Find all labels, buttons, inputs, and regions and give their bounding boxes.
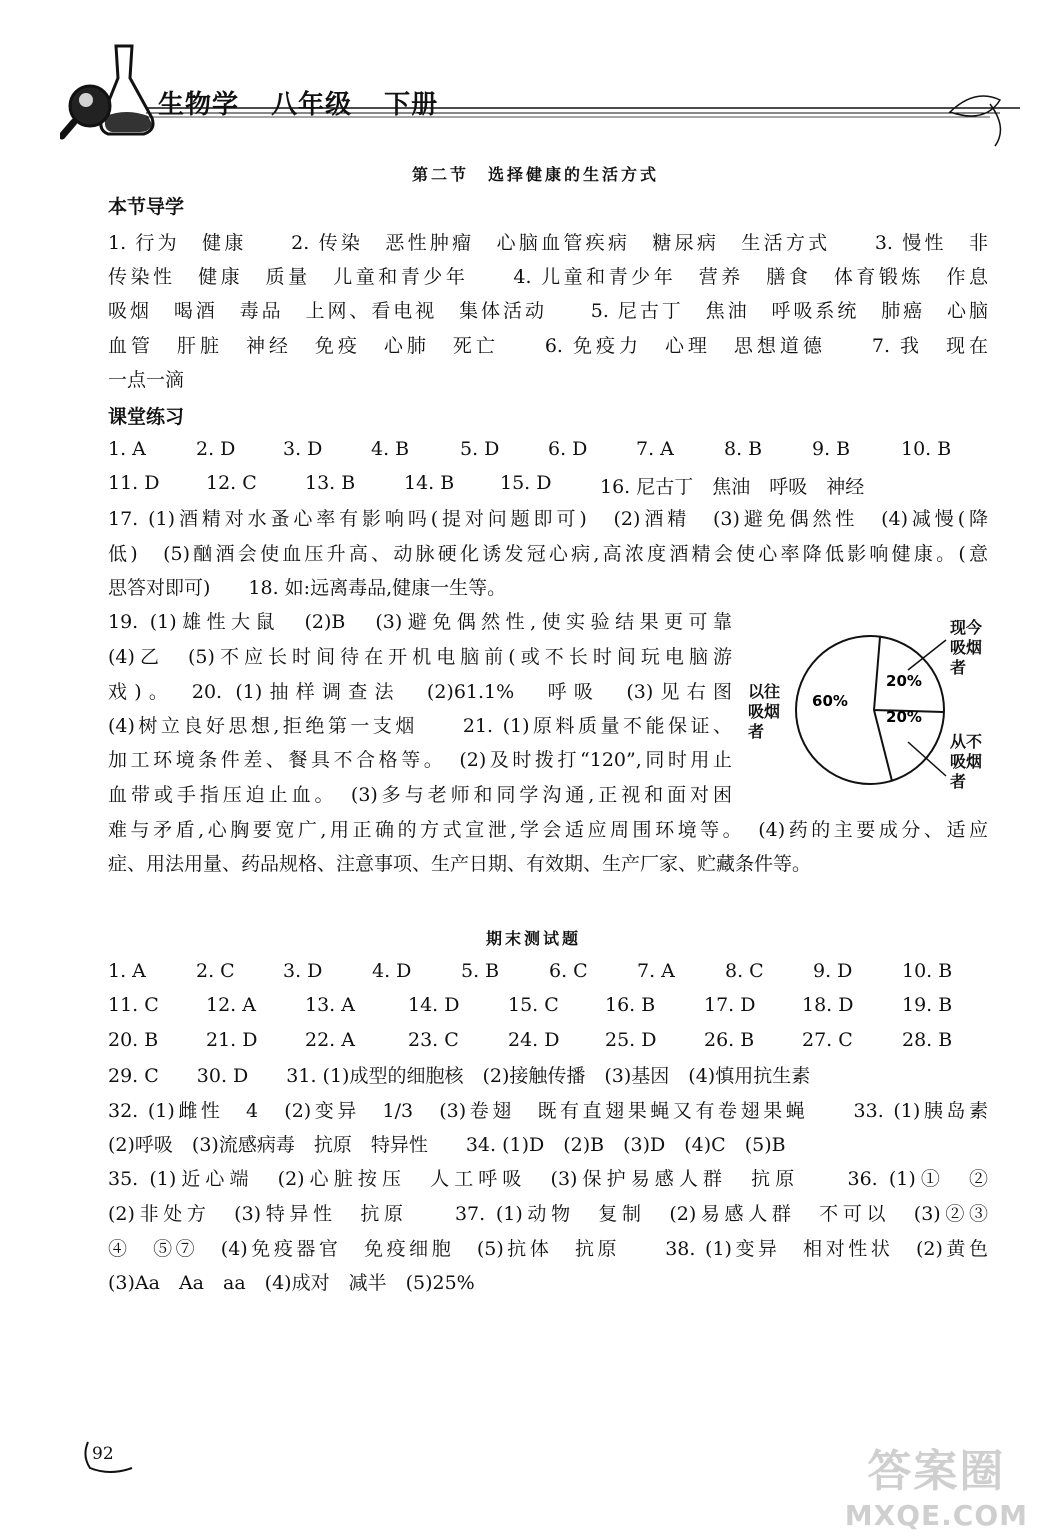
q19-line: (4)树立良好思想,拒绝第一支烟 21. (1)原料质量不能保证、 <box>108 715 732 737</box>
q19-line: 19. (1)雄性大鼠 (2)B (3)避免偶然性,使实验结果更可靠 <box>108 611 732 633</box>
answer: 11. C <box>108 994 159 1016</box>
pie-label-never: 从不 吸烟 者 <box>950 732 983 791</box>
answer: 10. B <box>901 438 952 460</box>
answer: 14. D <box>408 994 460 1016</box>
header-subject: 生物学 <box>158 90 240 120</box>
answer: 5. B <box>461 960 500 982</box>
watermark <box>845 1435 1028 1532</box>
answer: 12. A <box>206 994 256 1016</box>
practice-row <box>108 472 968 496</box>
practice-heading: 课堂练习 <box>108 406 185 428</box>
final-row <box>108 1029 968 1053</box>
answer: 3. D <box>283 438 323 460</box>
answer: 12. C <box>206 472 257 494</box>
answer: 13. A <box>305 994 355 1016</box>
final-row <box>108 994 968 1018</box>
pie-slice-current-value: 20% <box>886 672 922 690</box>
guide-line: 传染性 健康 质量 儿童和青少年 4. 儿童和青少年 营养 膳食 体育锻炼 作息 <box>108 266 988 288</box>
final-line: 32. (1)雌性 4 (2)变异 1/3 (3)卷翅 既有直翅果蝇又有卷翅果蝇 33. (1)胰岛素 <box>108 1100 988 1122</box>
answer: 6. C <box>549 960 588 982</box>
pie-label-former: 以往 吸烟 者 <box>748 682 781 741</box>
answer: 4. B <box>371 438 410 460</box>
answer: 14. B <box>404 472 455 494</box>
answer: 2. C <box>196 960 235 982</box>
final-line: (3)Aa Aa aa (4)成对 减半 (5)25% <box>108 1272 475 1294</box>
answer: 15. C <box>508 994 559 1016</box>
header-grade: 八年级 <box>271 90 353 120</box>
smoker-pie-chart <box>790 630 950 790</box>
answer: 10. B <box>902 960 953 982</box>
answer: 1. A <box>108 960 146 982</box>
final-line: (2)非处方 (3)特异性 抗原 37. (1)动物 复制 (2)易感人群 不可以 (3)②③ <box>108 1203 988 1225</box>
answer: 4. D <box>372 960 412 982</box>
answer: 3. D <box>283 960 323 982</box>
final-row <box>108 960 968 984</box>
guide-line: 吸烟 喝酒 毒品 上网、看电视 集体活动 5. 尼古丁 焦油 呼吸系统 肺癌 心脑 <box>108 300 988 322</box>
q21-line: 症、用法用量、药品规格、注意事项、生产日期、有效期、生产厂家、贮藏条件等。 <box>108 853 812 875</box>
final-line: 35. (1)近心端 (2)心脏按压 人工呼吸 (3)保护易感人群 抗原 36. (1)① ② <box>108 1168 988 1190</box>
answer: 8. C <box>725 960 764 982</box>
leaf-ornament-icon <box>950 96 1020 146</box>
answer: 18. D <box>802 994 854 1016</box>
answer: 21. D <box>206 1029 258 1051</box>
final-exam-title: 期末测试题 <box>486 929 582 948</box>
answer: 9. D <box>813 960 853 982</box>
pie-slice-former-value: 60% <box>812 692 848 710</box>
watermark-bottom: MXQE.COM <box>844 1499 1028 1532</box>
answer: 9. B <box>812 438 851 460</box>
q19-line: 血带或手指压迫止血。 (3)多与老师和同学沟通,正视和面对困 <box>108 784 732 806</box>
answer: 28. B <box>902 1029 953 1051</box>
guide-heading: 本节导学 <box>108 196 185 218</box>
answer: 20. B <box>108 1029 159 1051</box>
answer: 22. A <box>305 1029 355 1051</box>
q21-line: 难与矛盾,心胸要宽广,用正确的方式宣泄,学会适应周围环境等。 (4)药的主要成分、适应 <box>108 819 988 841</box>
answer: 27. C <box>802 1029 853 1051</box>
answer: 7. A <box>637 960 675 982</box>
answer: 13. B <box>305 472 356 494</box>
answer: 23. C <box>408 1029 459 1051</box>
pie-slice-never-value: 20% <box>886 708 922 726</box>
practice-row <box>108 438 968 462</box>
answer: 7. A <box>636 438 674 460</box>
final-line: ④ ⑤⑦ (4)免疫器官 免疫细胞 (5)抗体 抗原 38. (1)变异 相对性状 (2)黄色 <box>108 1238 988 1260</box>
guide-line: 血管 肝脏 神经 免疫 心肺 死亡 6. 免疫力 心理 思想道德 7. 我 现在 <box>108 335 988 357</box>
answer: 24. D <box>508 1029 560 1051</box>
answer: 11. D <box>108 472 160 494</box>
watermark-top: 答案圈 <box>867 1446 1006 1497</box>
header-title <box>158 84 460 121</box>
final-line: 29. C 30. D 31. (1)成型的细胞核 (2)接触传播 (3)基因 (4)慎用抗生素 <box>108 1065 811 1087</box>
q19-line: (4)乙 (5)不应长时间待在开机电脑前(或不长时间玩电脑游 <box>108 646 732 668</box>
answer: 2. D <box>196 438 236 460</box>
guide-line: 一点一滴 <box>108 369 185 391</box>
answer: 5. D <box>460 438 500 460</box>
answer: 8. B <box>724 438 763 460</box>
answer: 26. B <box>704 1029 755 1051</box>
q19-line: 戏)。 20. (1)抽样调查法 (2)61.1% 呼吸 (3)见右图 <box>108 681 732 703</box>
answer: 17. D <box>704 994 756 1016</box>
answer: 1. A <box>108 438 146 460</box>
header-volume: 下册 <box>384 90 439 120</box>
flask-magnifier-icon <box>62 46 153 136</box>
final-line: (2)呼吸 (3)流感病毒 抗原 特异性 34. (1)D (2)B (3)D (4)C (5)B <box>108 1134 786 1156</box>
answer: 19. B <box>902 994 953 1016</box>
page-number: 92 <box>92 1444 114 1464</box>
q17-line: 低) (5)酗酒会使血压升高、动脉硬化诱发冠心病,高浓度酒精会使心率降低影响健康。(意 <box>108 543 988 565</box>
answer: 16. 尼古丁 焦油 呼吸 神经 <box>600 476 865 498</box>
q19-line: 加工环境条件差、餐具不合格等。 (2)及时拨打“120”,同时用止 <box>108 749 732 771</box>
guide-line: 1. 行为 健康 2. 传染 恶性肿瘤 心脑血管疾病 糖尿病 生活方式 3. 慢性 非 <box>108 232 988 254</box>
pie-label-current: 现今 吸烟 者 <box>950 618 983 677</box>
answer: 16. B <box>605 994 656 1016</box>
q17-line: 17. (1)酒精对水蚤心率有影响吗(提对问题即可) (2)酒精 (3)避免偶然性 (4)减慢(降 <box>108 508 988 530</box>
answer: 6. D <box>548 438 588 460</box>
q17-line: 思答对即可) 18. 如:远离毒品,健康一生等。 <box>108 577 507 599</box>
answer: 15. D <box>500 472 552 494</box>
section-title: 第二节 选择健康的生活方式 <box>412 165 660 184</box>
answer: 25. D <box>605 1029 657 1051</box>
